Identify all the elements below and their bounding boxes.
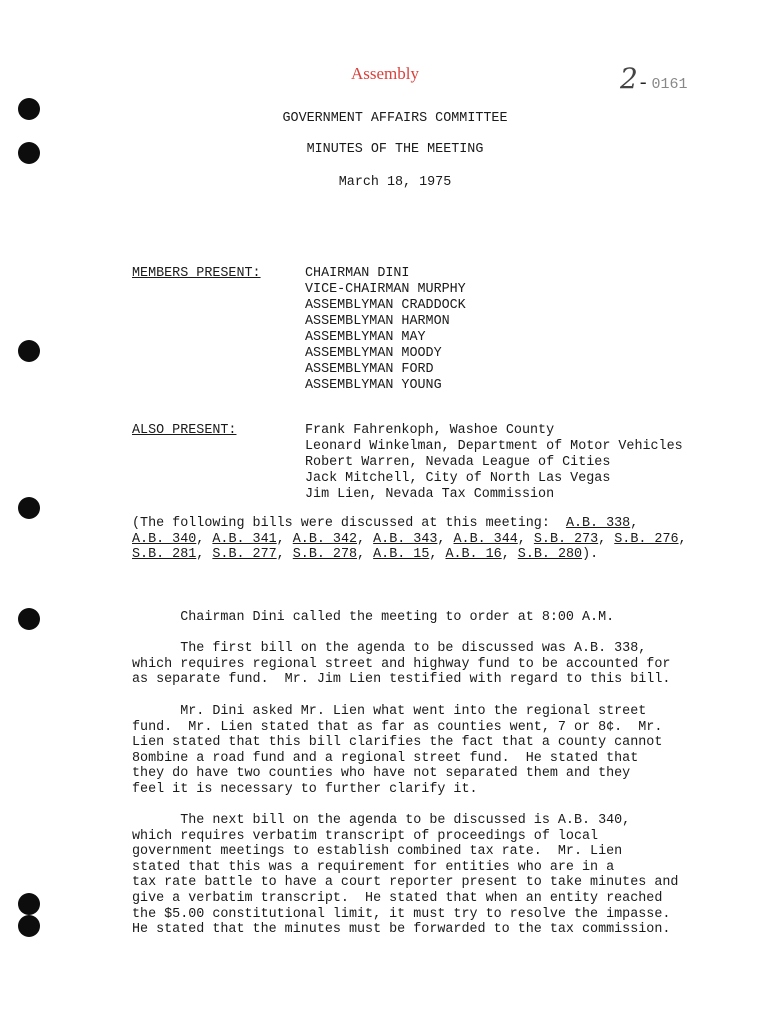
committee-name: GOVERNMENT AFFAIRS COMMITTEE	[282, 111, 508, 126]
paragraph-ab-340: The next bill on the agenda to be discussed is A.B. 340, which requires verbatim transcript of proceedings of local government meetings to establish combined tax rate. Mr. Lien stated that this was a requirement for entities who are in a tax rate battle to have a court reporter present to take minutes and give a verbatim transcript. He stated that when an entity reached the $5.00 constitutional limit, it must try to resolve the impasse. He stated that the minutes must be forwarded to the tax commission.	[132, 813, 679, 938]
members-list	[305, 266, 466, 394]
list-item: CHAIRMAN DINI	[305, 266, 410, 281]
list-item: Jim Lien, Nevada Tax Commission	[305, 487, 555, 502]
bill-ref: S.B. 278	[292, 547, 358, 563]
paragraph-regional-fund: Mr. Dini asked Mr. Lien what went into the regional street fund. Mr. Lien stated that as far as counties went, 7 or 8¢. Mr. Lien stated that this bill clarifies the fact that a county cannot 8ombine a road fund and a regional street fund. He stated that they do have two counties who have not separated them and they feel it is necessary to further clarify it.	[132, 704, 663, 797]
list-item: ASSEMBLYMAN CRADDOCK	[305, 298, 466, 313]
bill-ref: A.B. 341	[212, 531, 277, 547]
list-item: Frank Fahrenkoph, Washoe County	[305, 423, 555, 438]
assembly-stamp: Assembly	[351, 64, 419, 83]
list-item: ASSEMBLYMAN MOODY	[305, 346, 442, 361]
bill-ref: S.B. 280	[517, 547, 583, 563]
punch-hole	[18, 340, 40, 362]
list-item: ASSEMBLYMAN MAY	[305, 330, 426, 345]
paragraph-call-to-order: Chairman Dini called the meeting to order at 8:00 A.M.	[132, 610, 615, 625]
bills-discussed-note: (The following bills were discussed at this meeting: A.B. 338, A.B. 340, A.B. 341, A.B. 342, A.B. 343, A.B. 344, S.B. 273, S.B. 276, S.B. 281, S.B. 277, S.B. 278, A.B. 15, A.B. 16, S.B. 280).	[132, 516, 687, 563]
bill-ref: S.B. 273	[533, 531, 599, 547]
members-present-label: MEMBERS PRESENT:	[132, 266, 261, 281]
bill-ref: S.B. 281	[132, 547, 197, 563]
meeting-date: March 18, 1975	[338, 175, 452, 190]
page-number: 2 - 0161	[620, 62, 688, 95]
list-item: ASSEMBLYMAN HARMON	[305, 314, 450, 329]
bill-ref: A.B. 16	[445, 547, 502, 563]
list-item: VICE-CHAIRMAN MURPHY	[305, 282, 466, 297]
list-item: Jack Mitchell, City of North Las Vegas	[305, 471, 611, 486]
bill-ref: A.B. 342	[292, 531, 358, 547]
punch-hole	[18, 915, 40, 937]
punch-hole	[18, 608, 40, 630]
document-title: MINUTES OF THE MEETING	[306, 142, 484, 157]
bill-ref: A.B. 343	[373, 531, 438, 547]
list-item: Robert Warren, Nevada League of Cities	[305, 455, 611, 470]
list-item: Leonard Winkelman, Department of Motor Vehicles	[305, 439, 683, 454]
punch-hole	[18, 893, 40, 915]
punch-hole	[18, 497, 40, 519]
also-present-list	[305, 423, 683, 503]
bill-ref: A.B. 344	[453, 531, 518, 547]
bill-ref: S.B. 277	[212, 547, 277, 563]
list-item: ASSEMBLYMAN FORD	[305, 362, 434, 377]
paragraph-ab-338: The first bill on the agenda to be discussed was A.B. 338, which requires regional street and highway fund to be accounted for as separate fund. Mr. Jim Lien testified with regard to this bill.	[132, 641, 671, 688]
list-item: ASSEMBLYMAN YOUNG	[305, 378, 442, 393]
bill-ref: A.B. 15	[373, 547, 430, 563]
bill-ref: A.B. 340	[132, 531, 197, 547]
also-present-label: ALSO PRESENT:	[132, 423, 237, 438]
bill-ref: S.B. 276	[614, 531, 679, 547]
bill-ref: A.B. 338	[565, 516, 631, 531]
